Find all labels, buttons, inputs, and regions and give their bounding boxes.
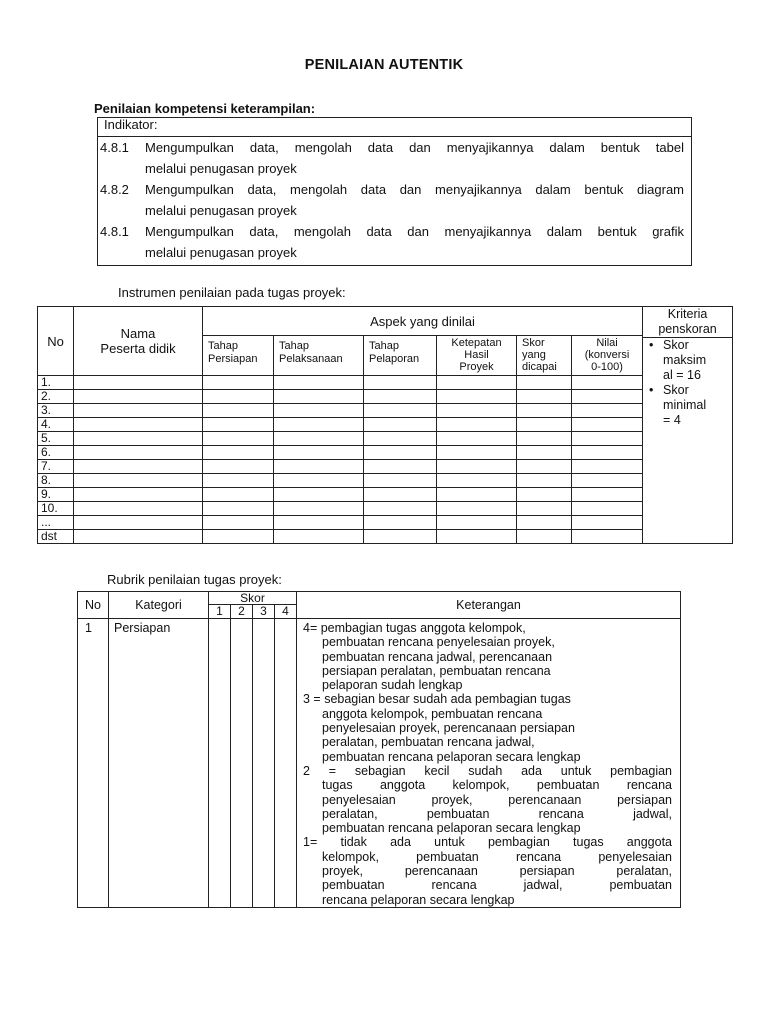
table-cell — [437, 530, 517, 544]
rubrik-col-skor: Skor — [209, 592, 297, 605]
table-cell — [74, 488, 203, 502]
table-cell — [364, 474, 437, 488]
table-row — [38, 446, 733, 460]
table-cell — [74, 460, 203, 474]
indicator-header: Indikator: — [104, 117, 158, 132]
table-cell — [74, 390, 203, 404]
indicator-item — [98, 179, 684, 221]
col-tahap-pelaksanaan: Tahap Pelaksanaan — [274, 336, 364, 376]
rubrik-col-keterangan: Keterangan — [297, 592, 681, 619]
table-row — [38, 474, 733, 488]
col-nama-line1: Nama — [120, 326, 156, 341]
kriteria-item: • Skor minimal = 4 — [643, 383, 732, 428]
row-number: 2. — [38, 390, 74, 404]
table-cell — [253, 619, 275, 908]
row-number: 1. — [38, 376, 74, 390]
rubrik-row-kategori: Persiapan — [109, 619, 209, 908]
table-cell — [364, 488, 437, 502]
indicator-text-cont: melalui penugasan proyek — [145, 203, 297, 218]
indicator-number: 4.8.1 — [100, 224, 129, 239]
instrument-table — [37, 306, 733, 544]
table-cell — [572, 432, 643, 446]
table-cell — [364, 432, 437, 446]
table-cell — [437, 502, 517, 516]
row-number: 4. — [38, 418, 74, 432]
table-cell — [437, 418, 517, 432]
table-row — [38, 516, 733, 530]
aspek-header: Aspek yang dinilai — [203, 307, 643, 336]
indicator-text: Mengumpulkan data, mengolah data dan menyajikannya dalam bentuk grafik — [145, 224, 684, 239]
table-cell — [274, 404, 364, 418]
indicator-text-cont: melalui penugasan proyek — [145, 245, 297, 260]
table-cell — [274, 376, 364, 390]
table-cell — [437, 432, 517, 446]
row-number: ... — [38, 516, 74, 530]
table-cell — [517, 474, 572, 488]
table-cell — [274, 530, 364, 544]
table-cell — [364, 502, 437, 516]
table-cell — [572, 376, 643, 390]
row-number: 8. — [38, 474, 74, 488]
keterangan-level-3: 3 = sebagian besar sudah ada pembagian tugas anggota kelompok, pembuatan rencana penyelesaian proyek, perencanaan persiapan peralatan, pembuatan rencana jadwal, pembuatan rencana pelaporan secara lengkap — [303, 692, 581, 764]
indicator-number: 4.8.2 — [100, 182, 129, 197]
rubrik-col-kategori: Kategori — [109, 592, 209, 619]
col-nilai: Nilai (konversi 0-100) — [572, 336, 643, 376]
table-cell — [74, 502, 203, 516]
rubrik-row-no: 1 — [78, 619, 109, 908]
table-cell — [572, 502, 643, 516]
table-cell — [517, 460, 572, 474]
table-cell — [275, 619, 297, 908]
table-row — [38, 502, 733, 516]
table-cell — [274, 390, 364, 404]
indicator-box — [97, 117, 692, 266]
col-nama-header — [74, 307, 203, 376]
table-cell — [74, 474, 203, 488]
kriteria-title-line1: Kriteria — [667, 307, 708, 321]
table-cell — [437, 460, 517, 474]
table-cell — [572, 390, 643, 404]
table-cell — [203, 516, 274, 530]
table-cell — [203, 418, 274, 432]
col-tahap-persiapan: Tahap Persiapan — [203, 336, 274, 376]
row-number: 10. — [38, 502, 74, 516]
page-title: PENILAIAN AUTENTIK — [304, 57, 464, 73]
col-ketepatan: Ketepatan Hasil Proyek — [437, 336, 517, 376]
table-cell — [572, 488, 643, 502]
table-cell — [74, 446, 203, 460]
table-row — [38, 390, 733, 404]
table-row — [38, 432, 733, 446]
table-cell — [572, 446, 643, 460]
row-number: 9. — [38, 488, 74, 502]
table-cell — [74, 418, 203, 432]
indicator-number: 4.8.1 — [100, 140, 129, 155]
table-cell — [274, 432, 364, 446]
kriteria-title-line2: penskoran — [658, 322, 717, 336]
table-cell — [274, 474, 364, 488]
kriteria-cell — [643, 307, 733, 544]
rubrik-row — [78, 619, 681, 908]
row-number: 5. — [38, 432, 74, 446]
indicator-text: Mengumpulkan data, mengolah data dan menyajikannya dalam bentuk tabel — [145, 140, 684, 155]
rubrik-caption: Rubrik penilaian tugas proyek: — [107, 572, 282, 587]
table-cell — [203, 488, 274, 502]
table-cell — [274, 516, 364, 530]
kriteria-list — [643, 338, 732, 428]
table-cell — [572, 418, 643, 432]
table-cell — [203, 530, 274, 544]
skor-value: 4 — [275, 605, 297, 619]
table-cell — [274, 502, 364, 516]
skor-value: 1 — [209, 605, 231, 619]
table-cell — [517, 530, 572, 544]
table-cell — [203, 432, 274, 446]
table-cell — [572, 460, 643, 474]
instrument-caption: Instrumen penilaian pada tugas proyek: — [118, 285, 346, 300]
kriteria-title — [643, 307, 732, 337]
skor-value: 2 — [231, 605, 253, 619]
table-cell — [203, 446, 274, 460]
indicator-item — [98, 221, 684, 263]
table-cell — [364, 376, 437, 390]
table-cell — [437, 488, 517, 502]
table-cell — [209, 619, 231, 908]
keterangan-level-4: 4= pembagian tugas anggota kelompok, pembuatan rencana penyelesaian proyek, pembuatan rencana jadwal, perencanaan persiapan peralatan, pembuatan rencana pelaporan sudah lengkap — [303, 621, 555, 693]
keterangan-level-2: 2 = sebagian kecil sudah ada untuk pembagian tugas anggota kelompok, pembuatan rencana penyelesaian proyek, perencanaan persiapan peralatan, pembuatan rencana jadwal, pembuatan rencana pelaporan secara lengkap — [303, 763, 672, 836]
section-subtitle: Penilaian kompetensi keterampilan: — [94, 101, 316, 116]
table-cell — [74, 516, 203, 530]
table-cell — [203, 376, 274, 390]
table-cell — [517, 432, 572, 446]
table-cell — [517, 516, 572, 530]
col-skor: Skor yang dicapai — [517, 336, 572, 376]
table-cell — [203, 502, 274, 516]
rubrik-keterangan — [297, 619, 681, 908]
table-cell — [364, 446, 437, 460]
table-row — [38, 376, 733, 390]
table-cell — [74, 432, 203, 446]
row-number: 6. — [38, 446, 74, 460]
table-cell — [203, 404, 274, 418]
table-cell — [572, 474, 643, 488]
table-cell — [203, 460, 274, 474]
table-cell — [517, 446, 572, 460]
table-cell — [231, 619, 253, 908]
table-row — [38, 460, 733, 474]
row-number: 7. — [38, 460, 74, 474]
col-no-header: No — [38, 307, 74, 376]
table-row — [38, 488, 733, 502]
table-cell — [364, 404, 437, 418]
table-cell — [517, 376, 572, 390]
table-cell — [364, 460, 437, 474]
rubrik-table — [77, 591, 681, 908]
table-cell — [517, 488, 572, 502]
indicator-item — [98, 137, 684, 179]
table-cell — [203, 474, 274, 488]
skor-value: 3 — [253, 605, 275, 619]
table-cell — [274, 446, 364, 460]
table-row — [38, 404, 733, 418]
table-cell — [274, 460, 364, 474]
table-cell — [364, 516, 437, 530]
row-number: 3. — [38, 404, 74, 418]
indicator-text-cont: melalui penugasan proyek — [145, 161, 297, 176]
table-cell — [572, 530, 643, 544]
rubrik-col-no: No — [78, 592, 109, 619]
table-cell — [437, 390, 517, 404]
table-row — [38, 418, 733, 432]
col-nama-line2: Peserta didik — [100, 341, 176, 356]
table-cell — [437, 404, 517, 418]
table-cell — [437, 516, 517, 530]
table-cell — [437, 446, 517, 460]
table-row — [38, 530, 733, 544]
table-cell — [364, 390, 437, 404]
table-cell — [74, 376, 203, 390]
col-tahap-pelaporan: Tahap Pelaporan — [364, 336, 437, 376]
table-cell — [517, 502, 572, 516]
table-cell — [274, 418, 364, 432]
table-cell — [517, 418, 572, 432]
table-cell — [74, 404, 203, 418]
keterangan-level-1: 1= tidak ada untuk pembagian tugas anggota kelompok, pembuatan rencana penyelesaian proyek, perencanaan persiapan peralatan, pembuatan rencana jadwal, pembuatan rencana pelaporan secara lengkap — [303, 835, 672, 907]
table-cell — [572, 404, 643, 418]
table-cell — [517, 404, 572, 418]
kriteria-item: • Skor maksim al = 16 — [643, 338, 732, 383]
row-number: dst — [38, 530, 74, 544]
table-cell — [274, 488, 364, 502]
table-cell — [517, 390, 572, 404]
table-cell — [74, 530, 203, 544]
table-cell — [364, 418, 437, 432]
table-cell — [364, 530, 437, 544]
table-cell — [572, 516, 643, 530]
table-cell — [437, 376, 517, 390]
table-cell — [203, 390, 274, 404]
indicator-text: Mengumpulkan data, mengolah data dan menyajikannya dalam bentuk diagram — [145, 182, 684, 197]
table-cell — [437, 474, 517, 488]
